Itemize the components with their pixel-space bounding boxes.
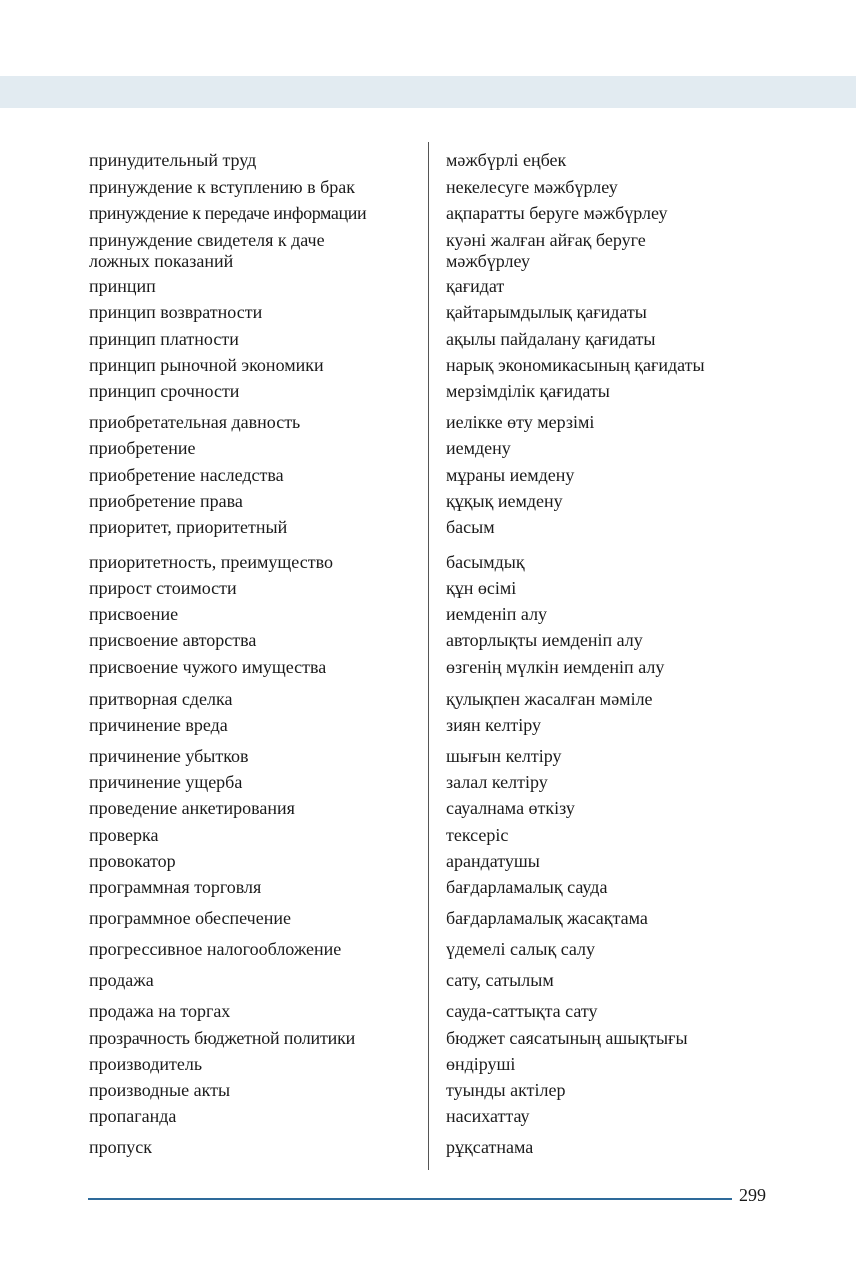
russian-term: продажа <box>89 970 154 990</box>
russian-term: провокатор <box>89 851 176 871</box>
russian-term: прирост стоимости <box>89 578 237 598</box>
russian-term: проведение анкетирования <box>89 798 295 818</box>
kazakh-term: насихаттау <box>446 1106 530 1126</box>
kazakh-term: тексеріс <box>446 825 509 845</box>
kazakh-term: мерзімділік қағидаты <box>446 381 610 401</box>
kazakh-term: ақпаратты беруге мәжбүрлеу <box>446 203 668 223</box>
kazakh-term: рұқсатнама <box>446 1137 534 1157</box>
kazakh-term: қағидат <box>446 276 505 296</box>
kazakh-term: сату, сатылым <box>446 970 554 990</box>
kazakh-term: өзгенің мүлкін иемденіп алу <box>446 657 665 677</box>
russian-term: принуждение к передаче информации <box>89 203 367 223</box>
russian-term: присвоение чужого имущества <box>89 657 327 677</box>
kazakh-term: құн өсімі <box>446 578 517 598</box>
kazakh-term: мәжбүрлі еңбек <box>446 150 567 170</box>
russian-term: принцип возвратности <box>89 302 263 322</box>
kazakh-term: авторлықты иемденіп алу <box>446 630 643 650</box>
russian-term: проверка <box>89 825 159 845</box>
kazakh-term: сауда-саттықта сату <box>446 1001 598 1021</box>
kazakh-term: бюджет саясатының ашықтығы <box>446 1028 688 1048</box>
russian-term: принуждение к вступлению в брак <box>89 177 355 197</box>
russian-term: продажа на торгах <box>89 1001 231 1021</box>
kazakh-term: қулықпен жасалған мәміле <box>446 689 653 709</box>
kazakh-term: иелікке өту мерзімі <box>446 412 595 432</box>
kazakh-term: құқық иемдену <box>446 491 563 511</box>
russian-term: производные акты <box>89 1080 231 1100</box>
russian-term: прогрессивное налогообложение <box>89 939 342 959</box>
russian-term: приоритет, приоритетный <box>89 517 288 537</box>
page-number: 299 <box>739 1185 766 1205</box>
russian-term: причинение ущерба <box>89 772 243 792</box>
russian-term: принудительный труд <box>89 150 257 170</box>
column-divider <box>428 142 429 1170</box>
russian-term: приобретательная давность <box>89 412 301 432</box>
kazakh-term: мұраны иемдену <box>446 465 575 485</box>
footer-rule <box>88 1198 732 1200</box>
russian-term: приобретение наследства <box>89 465 284 485</box>
kazakh-term: басымдық <box>446 552 525 572</box>
kazakh-term: үдемелі салық салу <box>446 939 596 959</box>
russian-term: присвоение авторства <box>89 630 257 650</box>
russian-term: пропуск <box>89 1137 152 1157</box>
russian-term: программное обеспечение <box>89 908 291 928</box>
russian-term: присвоение <box>89 604 179 624</box>
russian-term: притворная сделка <box>89 689 233 709</box>
russian-term: причинение вреда <box>89 715 228 735</box>
russian-term: прозрачность бюджетной политики <box>89 1028 356 1048</box>
russian-term: принцип <box>89 276 156 296</box>
russian-term: приоритетность, преимущество <box>89 552 333 572</box>
kazakh-term: иемдену <box>446 438 511 458</box>
header-band <box>0 76 856 108</box>
kazakh-term: бағдарламалық жасақтама <box>446 908 648 928</box>
kazakh-term: некелесуге мәжбүрлеу <box>446 177 618 197</box>
kazakh-term: ақылы пайдалану қағидаты <box>446 329 656 349</box>
russian-term: принцип платности <box>89 329 239 349</box>
russian-term: принуждение свидетеля к даче ложных показаний <box>89 230 325 271</box>
kazakh-term: туынды актілер <box>446 1080 566 1100</box>
russian-term: пропаганда <box>89 1106 177 1126</box>
kazakh-term: сауалнама өткізу <box>446 798 575 818</box>
russian-term: принцип рыночной экономики <box>89 355 324 375</box>
kazakh-term: өндіруші <box>446 1054 516 1074</box>
russian-term: программная торговля <box>89 877 262 897</box>
kazakh-term: қайтарымдылық қағидаты <box>446 302 647 322</box>
kazakh-term: залал келтіру <box>446 772 548 792</box>
russian-term: причинение убытков <box>89 746 249 766</box>
russian-term: производитель <box>89 1054 203 1074</box>
kazakh-term: басым <box>446 517 495 537</box>
kazakh-term: арандатушы <box>446 851 540 871</box>
russian-term: принцип срочности <box>89 381 240 401</box>
kazakh-term: бағдарламалық сауда <box>446 877 608 897</box>
kazakh-term: куәні жалған айғақ беруге мәжбүрлеу <box>446 230 646 271</box>
kazakh-term: зиян келтіру <box>446 715 542 735</box>
russian-term: приобретение <box>89 438 196 458</box>
kazakh-term: шығын келтіру <box>446 746 562 766</box>
kazakh-term: нарық экономикасының қағидаты <box>446 355 705 375</box>
russian-term: приобретение права <box>89 491 243 511</box>
kazakh-term: иемденіп алу <box>446 604 548 624</box>
